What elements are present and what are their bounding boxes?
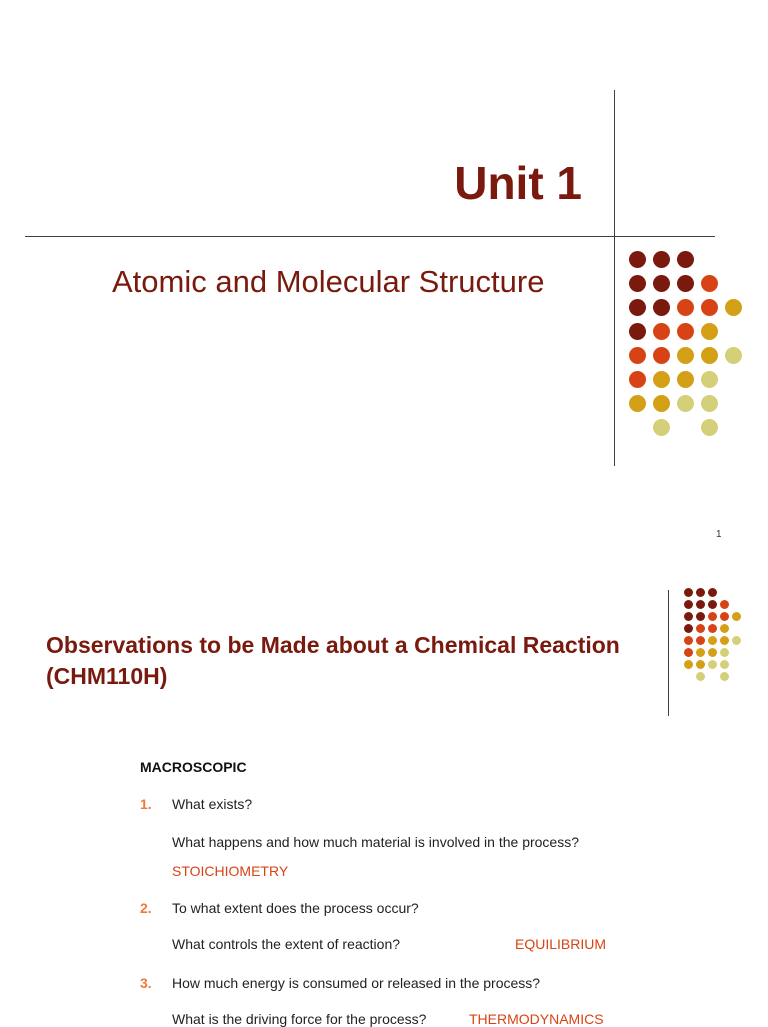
decorative-dot [701, 299, 718, 316]
item-number: 1. [140, 796, 152, 812]
slide2-title: Observations to be Made about a Chemical Reaction (CHM110H) [46, 632, 620, 689]
decorative-dot [684, 636, 693, 645]
decorative-dot [653, 347, 670, 364]
item-number: 2. [140, 900, 152, 916]
decorative-dot [684, 612, 693, 621]
decorative-dot [732, 636, 741, 645]
decorative-dot [677, 275, 694, 292]
decorative-dot [653, 395, 670, 412]
decorative-dot [720, 600, 729, 609]
slide1-title: Unit 1 [454, 157, 582, 209]
item-detail: What controls the extent of reaction? [172, 936, 401, 952]
decorative-dot [684, 660, 693, 669]
decorative-dot [701, 347, 718, 364]
decorative-dot [629, 275, 646, 292]
decorative-dot [677, 251, 694, 268]
decorative-dot [653, 275, 670, 292]
decorative-dot [720, 612, 729, 621]
decorative-dot [629, 323, 646, 340]
item-keyword: STOICHIOMETRY [172, 863, 289, 879]
slide2-vertical-rule [668, 590, 669, 716]
decorative-dot [684, 588, 693, 597]
decorative-dot [708, 624, 717, 633]
decorative-dot [696, 612, 705, 621]
decorative-dot [653, 299, 670, 316]
item-question: What exists? [172, 796, 253, 812]
decorative-dot [701, 371, 718, 388]
decorative-dot [696, 672, 705, 681]
page-number: 1 [716, 529, 722, 540]
decorative-dot [725, 347, 742, 364]
decorative-dot [629, 347, 646, 364]
decorative-dot [653, 419, 670, 436]
decorative-dot [696, 588, 705, 597]
decorative-dot [677, 299, 694, 316]
decorative-dot [720, 660, 729, 669]
item-detail: What is the driving force for the process? [172, 1011, 427, 1027]
decorative-dot [708, 588, 717, 597]
decorative-dot [708, 660, 717, 669]
decorative-dot [677, 347, 694, 364]
item-keyword: EQUILIBRIUM [515, 936, 607, 952]
item-question: How much energy is consumed or released in the process? [172, 975, 541, 991]
decorative-dot [653, 251, 670, 268]
item-number: 3. [140, 975, 152, 991]
decorative-dot [629, 299, 646, 316]
decorative-dot [708, 648, 717, 657]
decorative-dot [720, 672, 729, 681]
decorative-dot [720, 648, 729, 657]
decorative-dot [629, 395, 646, 412]
decorative-dot [701, 419, 718, 436]
decorative-dot [696, 600, 705, 609]
decorative-dot [684, 600, 693, 609]
decorative-dot [677, 371, 694, 388]
decorative-dot [732, 612, 741, 621]
slide1-vertical-rule [614, 90, 615, 466]
item-keyword: THERMODYNAMICS [469, 1011, 604, 1027]
decorative-dot [720, 636, 729, 645]
decorative-dot [684, 648, 693, 657]
decorative-dot [653, 371, 670, 388]
decorative-dot [708, 600, 717, 609]
section-heading: MACROSCOPIC [140, 759, 247, 775]
slide1-subtitle: Atomic and Molecular Structure [112, 264, 545, 299]
decorative-dot [653, 323, 670, 340]
item-detail: What happens and how much material is involved in the process? [172, 834, 579, 850]
decorative-dot [677, 323, 694, 340]
decorative-dot [696, 636, 705, 645]
decorative-dot [708, 612, 717, 621]
decorative-dot [629, 251, 646, 268]
item-question: To what extent does the process occur? [172, 900, 419, 916]
decorative-dot [725, 299, 742, 316]
decorative-dot [677, 395, 694, 412]
decorative-dot [684, 624, 693, 633]
decorative-dot [696, 624, 705, 633]
decorative-dot [701, 395, 718, 412]
decorative-dot [720, 624, 729, 633]
decorative-dot [701, 275, 718, 292]
decorative-dot [708, 636, 717, 645]
slide1-horizontal-rule [25, 236, 715, 237]
decorative-dot [701, 323, 718, 340]
decorative-dot [696, 660, 705, 669]
decorative-dot [696, 648, 705, 657]
decorative-dot [629, 371, 646, 388]
